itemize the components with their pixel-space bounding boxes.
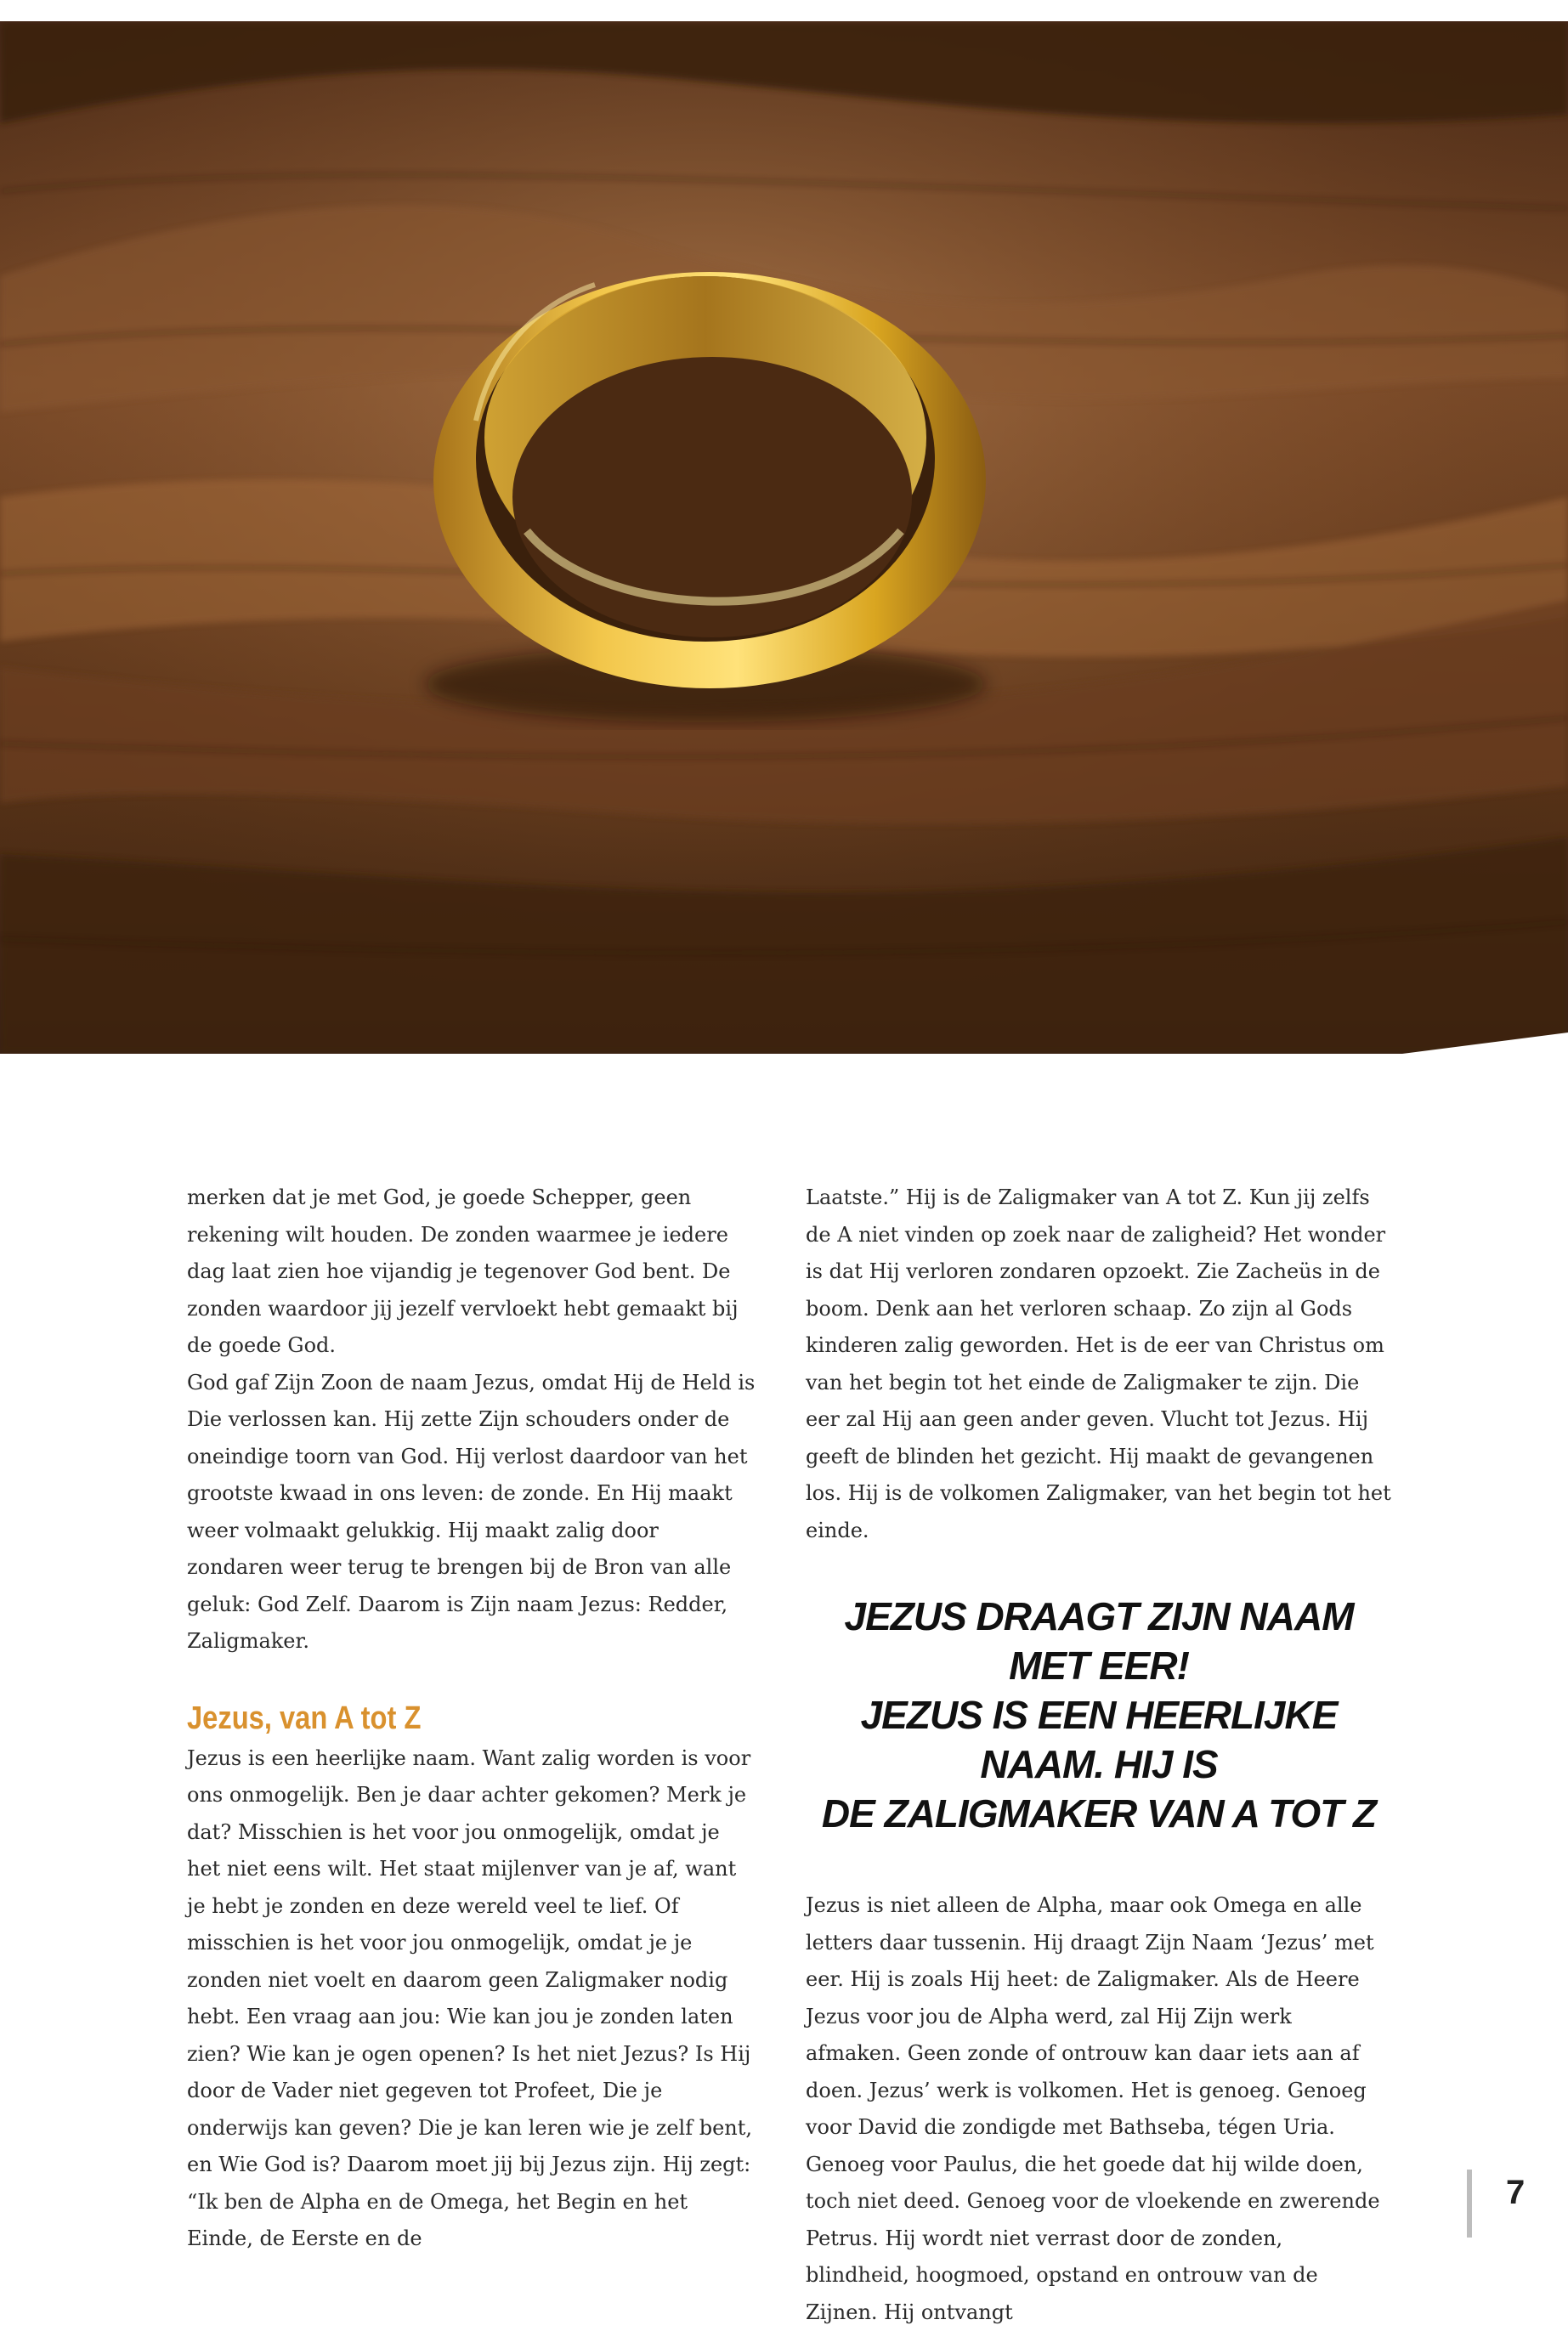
page-number-divider <box>1467 2170 1472 2238</box>
pull-quote-line: JEZUS IS EEN HEERLIJKE NAAM. HIJ IS <box>860 1693 1338 1786</box>
body-paragraph: Laatste.” Hij is de Zaligmaker van A tot Z. Kun jij zelfs de A niet vinden op zoek naar de zaligheid? Het wonder is dat Hij verloren zondaren opzoekt. Zie Zacheüs in de boom. Denk aan het verloren schaap. Zo zijn al Gods kinderen zalig geworden. Het is de eer van Christus om van het begin tot het einde de Zaligmaker te zijn. Die eer zal Hij aan geen ander geven. Vlucht tot Jezus. Hij geeft de blinden het gezicht. Hij maakt de gevangenen los. Hij is de volkomen Zaligmaker, van het begin tot het einde. <box>806 1185 1391 1542</box>
ring-on-wood-image <box>0 21 1568 1054</box>
pull-quote-line: DE ZALIGMAKER VAN A TOT Z <box>821 1791 1377 1836</box>
right-column <box>806 1180 1392 2331</box>
page-number: 7 <box>1506 2174 1526 2211</box>
hero-photo <box>0 21 1568 1054</box>
pull-quote <box>806 1592 1392 1838</box>
pull-quote-line: JEZUS DRAAGT ZIJN NAAM MET EER! <box>844 1594 1354 1688</box>
body-paragraph: God gaf Zijn Zoon de naam Jezus, omdat Hij de Held is Die verlossen kan. Hij zette Zijn schouders onder de oneindige toorn van God. Hij verlost daardoor van het grootste kwaad in ons leven: de zonde. En Hij maakt weer volmaakt gelukkig. Hij maakt zalig door zondaren weer terug te brengen bij de Bron van alle geluk: God Zelf. Daarom is Zijn naam Jezus: Redder, Zaligmaker. <box>187 1370 756 1653</box>
gold-ring <box>433 272 986 688</box>
body-paragraph: Jezus is niet alleen de Alpha, maar ook Omega en alle letters daar tussenin. Hij draagt Zijn Naam ‘Jezus’ met eer. Hij is zoals Hij heet: de Zaligmaker. Als de Heere Jezus voor jou de Alpha werd, zal Hij Zijn werk afmaken. Geen zonde of ontrouw kan daar iets aan af doen. Jezus’ werk is volkomen. Het is genoeg. Genoeg voor David die zondigde met Bathseba, tégen Uria. Genoeg voor Paulus, die het goede dat hij wilde doen, toch niet deed. Genoeg voor de vloekende en zwerende Petrus. Hij wordt niet verrast door de zonden, blindheid, hoogmoed, opstand en ontrouw van de Zijnen. Hij ontvangt <box>806 1893 1380 2324</box>
left-column <box>187 1180 756 2258</box>
body-paragraph: merken dat je met God, je goede Schepper, geen rekening wilt houden. De zonden waarmee je iedere dag laat zien hoe vijandig je tegenover God bent. De zonden waardoor jij jezelf vervloekt hebt gemaakt bij de goede God. <box>187 1185 739 1357</box>
section-subheading: Jezus, van A tot Z <box>187 1700 422 1736</box>
body-paragraph: Jezus is een heerlijke naam. Want zalig worden is voor ons onmogelijk. Ben je daar achter gekomen? Merk je dat? Misschien is het voor jou onmogelijk, omdat je het niet eens wilt. Het staat mijlenver van je af, want je hebt je zonden en deze wereld veel te lief. Of misschien is het voor jou onmogelijk, omdat je je zonden niet voelt en daarom geen Zaligmaker nodig hebt. Een vraag aan jou: Wie kan jou je zonden laten zien? Wie kan je ogen openen? Is het niet Jezus? Is Hij door de Vader niet gegeven tot Profeet, Die je onderwijs kan geven? Die je kan leren wie je zelf bent, en Wie God is? Daarom moet jij bij Jezus zijn. Hij zegt: “Ik ben de Alpha en de Omega, het Begin en het Einde, de Eerste en de <box>187 1745 753 2250</box>
